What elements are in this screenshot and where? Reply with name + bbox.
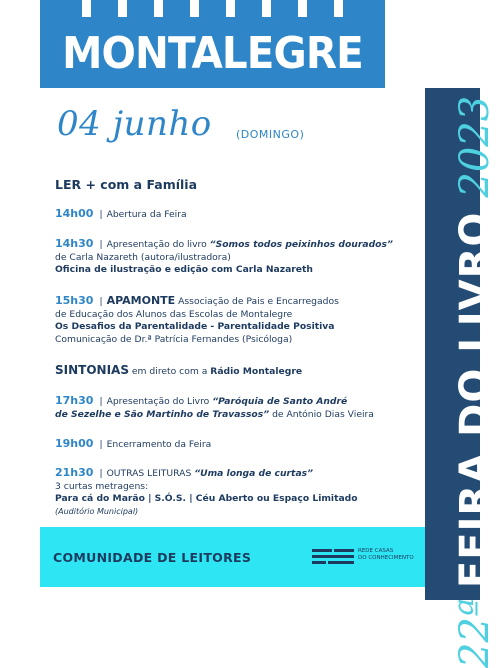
- sintonias-title: SINTONIAS: [55, 363, 129, 377]
- radio-name: Rádio Montalegre: [210, 366, 303, 377]
- event-time: 14h00: [55, 207, 94, 220]
- event-intro: OUTRAS LEITURAS: [106, 468, 192, 479]
- event-item: 14h00 | Abertura da Feira: [55, 207, 187, 220]
- vertical-banner: [425, 88, 498, 668]
- event-detail: de Carla Nazareth (autora/ilustradora): [55, 251, 231, 263]
- book-title: “Paróquia de Santo André: [212, 396, 348, 407]
- event-detail: Os Desafios da Parentalidade - Parentalidade Positiva: [55, 321, 335, 332]
- event-item: 17h30 | Apresentação do Livro “Paróquia de Santo André de Sezelhe e São Martinho de Travassos” de António Dias Vieira: [55, 394, 374, 420]
- event-detail: Oficina de ilustração e edição com Carla Nazareth: [55, 264, 313, 275]
- event-time: 15h30: [55, 294, 94, 307]
- logo-text: [358, 548, 414, 561]
- film-program-title: “Uma longa de curtas”: [194, 468, 314, 479]
- event-item: 21h30 | OUTRAS LEITURAS “Uma longa de curtas” 3 curtas metragens: Para cá do Marão | S.Ó.S. | Céu Aberto ou Espaço Limitado (Auditório Municipal): [55, 467, 420, 518]
- logo-text-line: REDE CASAS: [358, 548, 394, 554]
- section-title: LER + com a Família: [55, 177, 198, 192]
- event-date: 04 junho: [57, 104, 212, 144]
- event-year: 2023: [452, 95, 498, 198]
- header-decor-bars: [40, 0, 385, 20]
- organization-name: APAMONTE: [106, 294, 176, 307]
- film-list: Para cá do Marão | S.Ó.S. | Céu Aberto ou Espaço Limitado: [55, 493, 358, 504]
- logo-text-line: DO CONHECIMENTO: [358, 554, 414, 561]
- event-time: 21h30: [55, 466, 94, 479]
- event-time: 19h00: [55, 437, 94, 450]
- vertical-banner-text: [452, 96, 498, 668]
- event-detail: 3 curtas metragens:: [55, 480, 149, 492]
- sintonias-text: em direto com a: [131, 366, 208, 377]
- event-item: 15h30 | APAMONTE Associação de Pais e Encarregados de Educação dos Alunos das Escolas de Montalegre Os Desafios da Parentalidade - Parentalidade Positiva Comunicação de Dr.ª Patrícia Fernandes (Psicóloga): [55, 295, 420, 346]
- footer-title: COMUNIDADE DE LEITORES: [53, 550, 252, 565]
- event-text: Encerramento da Feira: [106, 439, 212, 450]
- event-intro: Apresentação do Livro: [106, 396, 210, 407]
- book-title: de Sezelhe e São Martinho de Travassos”: [55, 408, 270, 420]
- event-text: Abertura da Feira: [106, 209, 187, 220]
- event-weekday: (DOMINGO): [236, 128, 305, 141]
- event-detail: Comunicação de Dr.ª Patrícia Fernandes (Psicóloga): [55, 333, 293, 345]
- event-time: 17h30: [55, 394, 94, 407]
- rede-casas-logo-icon: [312, 549, 354, 565]
- footer-banner: [40, 527, 425, 587]
- edition-ordinal: 22ª: [452, 598, 498, 668]
- event-time: 14h30: [55, 237, 94, 250]
- header-title: MONTALEGRE: [62, 28, 363, 79]
- book-title: “Somos todos peixinhos dourados”: [209, 239, 393, 250]
- event-name: FEIRA DO LIVRO: [452, 211, 498, 589]
- header-banner: [40, 0, 385, 88]
- event-detail: de Educação dos Alunos das Escolas de Montalegre: [55, 308, 293, 320]
- event-item: 19h00 | Encerramento da Feira: [55, 437, 212, 450]
- event-detail: Associação de Pais e Encarregados: [178, 296, 339, 307]
- sintonias-item: [55, 364, 420, 379]
- book-author: de António Dias Vieira: [272, 408, 374, 420]
- event-intro: Apresentação do livro: [106, 239, 207, 250]
- event-item: 14h30 | Apresentação do livro “Somos todos peixinhos dourados” de Carla Nazareth (autora/ilustradora) Oficina de ilustração e edição com Carla Nazareth: [55, 238, 420, 277]
- event-venue: (Auditório Municipal): [55, 506, 139, 516]
